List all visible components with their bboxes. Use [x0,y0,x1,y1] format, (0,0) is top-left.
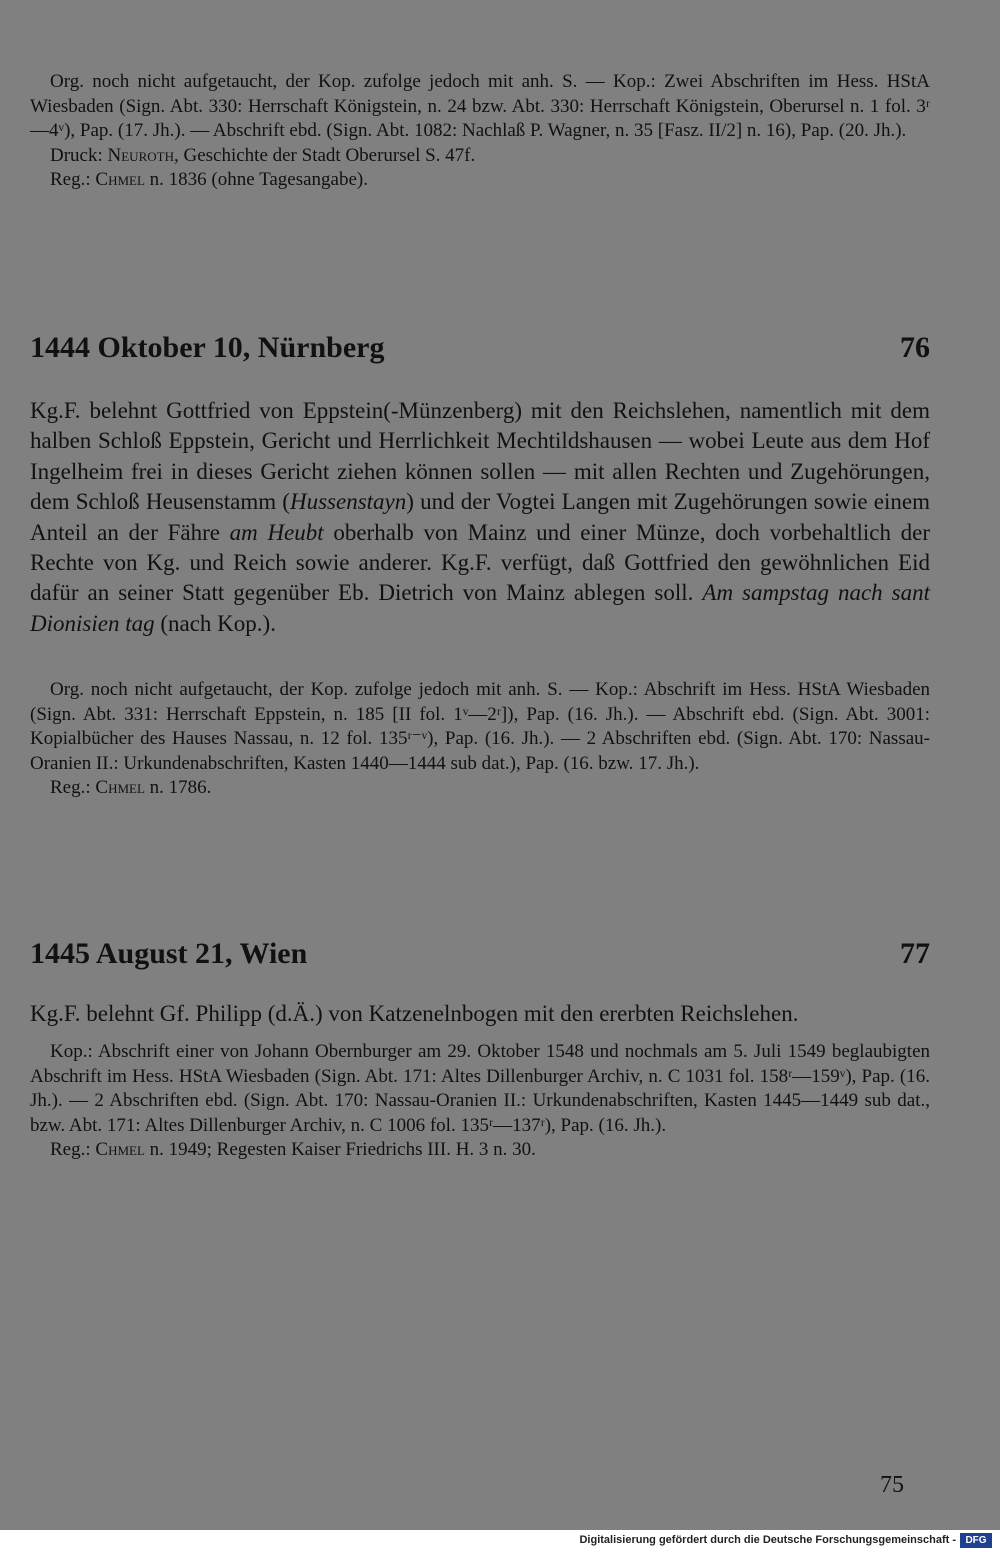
entry-76-text-part: oberhalb von Mainz und einer Münze, doch vorbehaltlich der Rechte von Kg. und Reich sowie anderer. Kg.F. verfügt, daß Gottfried den gewöhnlichen Eid dafür an seiner Statt gegenüber Eb. Dietrich von Mainz ablegen soll. [30,519,930,606]
entry-76-text-part: (nach Kop.). [154,610,276,636]
entry-76-text-part: ) und der Vogtei Langen mit Zugehörungen sowie einem Anteil an der Fähre [30,489,930,545]
druck-prefix: Druck: [50,144,108,166]
entry-76-italic-date: Am sampstag nach sant Dionisien tag [30,580,930,636]
footer-credit: Digitalisierung gefördert durch die Deutsche Forschungsgemeinschaft - [579,1534,956,1546]
entry-76-org: Org. noch nicht aufgetaucht, der Kop. zufolge jedoch mit anh. S. — Kop.: Abschrift im Hess. HStA Wiesbaden (Sign. Abt. 331: Herrschaft Eppstein, n. 185 [II fol. 1ᵛ—2ʳ]), Pap. (16. Jh.). — Abschrift ebd. (Sign. Abt. 3001: Kopialbücher des Hauses Nassau, n. 12 fol. 135ʳ⁻ᵛ), Pap. (16. Jh.). — 2 Abschriften ebd. (Sign. Abt. 170: Nassau-Oranien II.: Urkundenabschriften, Kasten 1440—1444 sub dat.), Pap. (16. bzw. 17. Jh.). [30,679,930,774]
entry-76-heading [30,330,930,366]
entry-77-number: 77 [900,937,930,970]
entry-76-number: 76 [900,331,930,364]
entry-77-reg [30,1138,930,1163]
footer-bar [0,1530,1000,1552]
top-note [30,70,930,193]
entry-77-kop: Kop.: Abschrift einer von Johann Obernburger am 29. Oktober 1548 und nochmals am 5. Juli 1549 beglaubigten Abschrift im Hess. HStA Wiesbaden (Sign. Abt. 171: Altes Dillenburger Archiv, n. C 1031 fol. 158ʳ—159ᵛ), Pap. (16. Jh.). — 2 Abschriften ebd. (Sign. Abt. 170: Nassau-Oranien II.: Urkundenabschriften, Kasten 1445—1449 sub dat., bzw. Abt. 171: Altes Dillenburger Archiv, n. C 1006 fol. 135ʳ—137ʳ), Pap. (16. Jh.). [30,1041,930,1136]
entry-76-reg [30,776,930,801]
entry-77-notes [30,1040,930,1163]
entry-76-text [30,396,930,639]
reg-rest: n. 1836 (ohne Tagesangabe). [144,169,368,190]
druck-rest: , Geschichte der Stadt Oberursel S. 47f. [173,144,476,166]
entry-76-text-part: Kg.F. belehnt Gottfried von Eppstein(-Münzenberg) mit den Reichslehen, namentlich mit dem halben Schloß Eppstein, Gericht und Herrlichkeit Mechtildshausen — wobei Leute aus dem Hof Ingelheim frei in dieses Gericht ziehen können sollen — mit allen Rechten und Zugehörungen, dem Schloß Heusenstamm ( [30,398,930,515]
reg-author: Chmel [95,169,145,190]
reg-prefix: Reg.: [50,1139,96,1160]
reg-author: Chmel [95,1139,145,1160]
entry-77-text [30,999,930,1029]
top-note-reg [30,168,930,193]
entry-77-heading [30,936,930,972]
reg-rest: n. 1949; Regesten Kaiser Friedrichs III. H. 3 n. 30. [144,1139,536,1160]
page-number: 75 [880,1472,904,1498]
reg-author: Chmel [95,777,145,798]
reg-prefix: Reg.: [50,777,96,798]
entry-76-date-place: 1444 Oktober 10, Nürnberg [30,331,385,364]
entry-76-italic-place: Hussenstayn [289,489,407,515]
top-note-druck [30,144,930,169]
entry-77-summary: Kg.F. belehnt Gf. Philipp (d.Ä.) von Katzenelnbogen mit den ererbten Reichslehen. [30,1001,799,1026]
top-note-org: Org. noch nicht aufgetaucht, der Kop. zufolge jedoch mit anh. S. — Kop.: Zwei Abschriften im Hess. HStA Wiesbaden (Sign. Abt. 330: Herrschaft Königstein, n. 24 bzw. Abt. 330: Herrschaft Königstein, Oberursel n. 1 fol. 3ʳ—4ᵛ), Pap. (17. Jh.). — Abschrift ebd. (Sign. Abt. 1082: Nachlaß P. Wagner, n. 35 [Fasz. II/2] n. 16), Pap. (20. Jh.). [30,71,930,141]
entry-77-date-place: 1445 August 21, Wien [30,937,308,970]
dfg-logo: DFG [960,1533,992,1548]
reg-rest: n. 1786. [144,777,212,798]
druck-author: Neuroth [107,144,174,166]
entry-76-italic-place: am Heubt [229,519,324,545]
reg-prefix: Reg.: [50,169,96,190]
entry-76-notes [30,678,930,801]
